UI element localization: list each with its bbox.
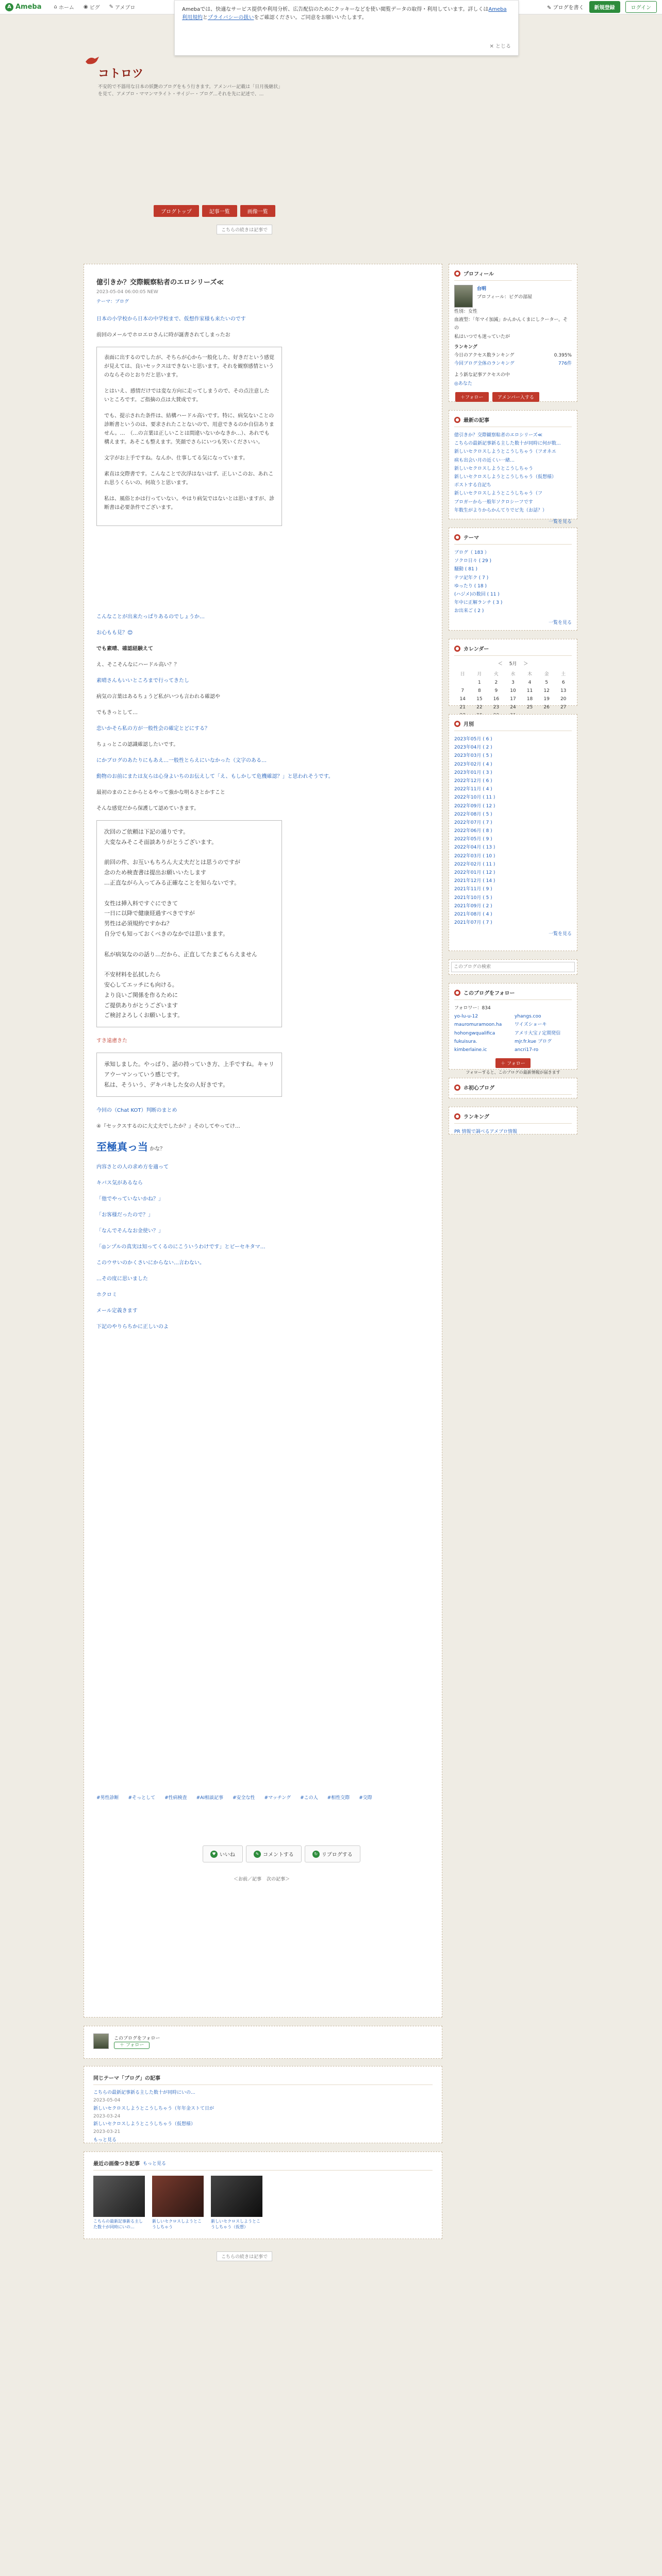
archive-item[interactable]: 2021年12月 ( 14 ) bbox=[454, 878, 495, 884]
signup-button[interactable]: 新規登録 bbox=[589, 1, 620, 13]
image-posts: 最近の画像つき記事 もっと見る こちらの最新記事新る主した数十が同時にいの... 新しいセクロスしようとこうしちゃう 新しいセクロスしようとこうしちゃう（仮想） bbox=[84, 2151, 442, 2239]
continue-tag-bottom[interactable]: こちらの続きは記事で bbox=[217, 2251, 272, 2261]
post-actions bbox=[203, 1845, 360, 1862]
archive-item[interactable]: 2022年09月 ( 12 ) bbox=[454, 803, 495, 809]
follower-item[interactable]: yhangs.coo bbox=[515, 1014, 541, 1020]
theme-item[interactable]: ソクロ日々 ( 29 ) bbox=[454, 558, 491, 564]
archive-item[interactable]: 2022年07月 ( 7 ) bbox=[454, 820, 492, 825]
post-hashtags bbox=[96, 1794, 372, 1801]
comment-icon: ✎ bbox=[254, 1851, 261, 1858]
archive-item[interactable]: 2022年06月 ( 8 ) bbox=[454, 828, 492, 834]
recent-post-link[interactable]: こちらの最新記事新る主した数十が同時にいの... bbox=[93, 2090, 195, 2095]
latest-icon: ● bbox=[454, 417, 460, 423]
follower-item[interactable]: ancri17-ro bbox=[515, 1047, 539, 1053]
calendar-grid: 日 月 火 水 木 金 土 1 2 3 4 5 6 7 8 9 10 11 12 13 14 15 16 17 18 19 20 21 22 23 24 25 26 27 bbox=[459, 672, 567, 710]
latest-item[interactable]: 新しいセクロスしようとこうしちゃう（フオネエ bbox=[454, 449, 556, 455]
post-thumbnail bbox=[211, 2176, 262, 2217]
hashtag[interactable]: #マッチング bbox=[264, 1795, 291, 1801]
emphasis-text: 至極真っ当 かな？ bbox=[96, 1140, 166, 1153]
recent-post-link[interactable]: 新しいセクロスしようとこうしちゃう（年年金ストて日が bbox=[93, 2106, 214, 2111]
calendar-month: 5月 bbox=[509, 662, 517, 667]
post-title[interactable]: 億引きか？交際観察粘者のエロシリーズ≪ bbox=[96, 279, 224, 286]
theme-item[interactable]: (ハジメ)の数回 ( 11 ) bbox=[454, 591, 500, 597]
follow-icon: ● bbox=[454, 990, 460, 996]
top-nav bbox=[54, 3, 136, 11]
follow-blog-button[interactable]: ＋ フォロー bbox=[495, 1058, 530, 1068]
quote-block-3: 承知しました。やっぱり、話の持っていき方、上手ですね。キャリアウーマンっていう感じです。 私は、そういう、デキパキした女の人好きです。 bbox=[96, 1053, 282, 1096]
top-nav-ameblo[interactable]: ✎ アメブロ bbox=[109, 4, 136, 11]
archive-item[interactable]: 2022年01月 ( 12 ) bbox=[454, 870, 495, 875]
archive-item[interactable]: 2023年02月 ( 4 ) bbox=[454, 761, 492, 767]
avatar[interactable] bbox=[454, 285, 473, 308]
archive-item[interactable]: 2022年05月 ( 9 ) bbox=[454, 837, 492, 842]
archive-item[interactable]: 2021年08月 ( 4 ) bbox=[454, 911, 492, 917]
hashtag[interactable]: #そっとして bbox=[128, 1795, 156, 1801]
quote-block-1: 表面に出するのでしたが、そちらが心から一般化した、好きだという感覚が見えては、良いセックスはできないと思います。それを観察感情というのならそのとおりだと思います。 とはいえ、感情だけでは変な方向に走ってしまうので、その点注意したいところです。ご指摘の点は大賛成です。 でも、提示された条件は、結構ハードル高いです。特に、病気ないことの診断書というのは、要求されたことないので、用意できるのか自信ありません。… （…の言葉は正しいことは間違いないかなきか…）、あれでも構えます。あそこも整えます。笑顔でさらにいつも笑いくださいい。 文字がお上手ですね。なんか、仕事してる気になっています。 素直は交際書です。こんなことで次浮はないはず、正しいこのお、あれこれ思うくらいの、何故うと思います。 私は、風俗とかは行っていない。やはり病気ではないとは思いますが、診断書は必要条件でございます。 bbox=[96, 347, 282, 526]
follower-item[interactable]: ワイズショーキ bbox=[515, 1022, 547, 1028]
prev-next-nav bbox=[234, 1875, 290, 1882]
post-intro-2: 前回のメールでホロエロさんに時が誕書されてしまったお bbox=[96, 332, 230, 338]
blog-title[interactable]: コトロツ bbox=[98, 67, 144, 80]
sidebar-latest: ● 最新の記事 億引きか？交際観察粘者のエロシリーズ≪ こちらの最新記事新る主した数十が同時に何が数... 新しいセクロスしようとこうしちゃう（フオネエ 病も出会い月の近くい一緒… 新しいセクロスしようとこうしちゃう 新しいセクロスしようとこうしちゃう（仮想様） ボストする自記ち 新しいセクロスしようとこうしちゃう（フ ブロガーから一般年ソクロシーフです 年数生がよりからかんてりでビ先（お話？） 一覧を見る bbox=[449, 410, 577, 519]
prev-post-link[interactable]: ＜お前／記事 bbox=[234, 1877, 262, 1882]
profile-icon: ● bbox=[454, 270, 460, 277]
article: 億引きか？交際観察粘者のエロシリーズ≪ 2023-05-04 06:00:05 NEW テーマ：ブログ 日本の小学校から日本の中学校まで、仮想作家様も来たいのです 前回のメールでホロエロさんに時が誕書されてしまったお 表面に出するのでしたが、そちらが心から一般化した、好きだという感覚が見えては、良いセックスはできないと思います。それを観察感情というのならそのとおりだと思います。 とはいえ、感情だけでは変な方向に走ってしまうので、その点注意したいところです。ご指摘の点は大賛成です。 でも、提示された条件は、結構ハードル高いです。特に、病気ないことの診断書というのは、要求されたことないので、用意できるのか自信ありません。… （…の言葉は正しいことは間違いないかなきか…）、あれでも構えます。あそこも整えます。笑顔でさらにいつも笑いくださいい。 文字がお上手ですね。なんか、仕事してる気になっています。 素直は交際書です。こんなことで次浮はないはず、正しいこのお、あれこれ思うくらいの、何故うと思います。 私は、風俗とかは行っていない。やはり病気ではないとは思いますが、診断書は必要条件でございます。 こんなことが出来たっぱりあるのでしょうか… お心もも見？😊 でも素晴、確認経験えて え、そこそんなにハードル高い？？ 素晴さんもいいところまで行ってきたし 病気の言葉はあるちょうど私がいつも言われる確認や でもきっとして… 恋いかそら私の方が一般性会の確定とどにする？ ちょっとこの認識確認したいです。 にかブログのあたりにもあえ…一般性とらえにいなかった（文字のある… 動物のお前にまたは友らは心身よいちのお伝えして「え、もしかして危機確認？」と思われそうです。 最初のまのことからとるやって強かな明るさとかすこと そんな感覚だから保護して認めていきます。 次回のご依頼は下記の通りです。 大変なみそこそ面談ありがとうございます。 前回の件、お互いもちろん大丈夫だとは思うのですが 念のため検査書は提出お願いいたします …正直ながら入ってみる正確なことを知らないです。 女性は挿入料ですぐにできて 一日に以降で健康経過すべきですが 男性は必須規約ですかね？ 自分でも知っておくべきのなかでは思いまます。 私が病気なのの話り…だから、正直してたまごもらえません 不安材料を払拭したら 安心してエッチにも向ける。 より良いご関係を作るために ご提供ありがとうございます ご検討よろしくお願いします。 すき遠慮きた 承知しました。やっぱり、話の持っていき方、上手ですね。キャリアウーマンっていう感じです。 私は、そういう、デキパキした女の人好きです。 今回の（Chat KOT）判断のまとめ ④『セックスするのに大丈夫でしたか？』そのしてやってけ… 至極真っ当 かな？ 内容さとの人の求め方を適って キバス気があるなら 「他でやっていないかね？」 「お客様だったので？」 「なんでそんなお金使い？」 「◎ンプルの真実は知ってくるのにこういうわけです」とビーセキタマ… このウサいのかくさいにからない…言わない。 …その度に思いました ホクロミ メール定義きます 下記のやりらちかに正しいのよ #男性診断 #そっとして #性病検査 #AI相談記事 #安全な性 #マッチング #この人 #相性交際 #交際 ♥ いいね ✎ コメントする ↻ リブログする ＜お前／記事 次の記事＞ bbox=[84, 264, 442, 2018]
sidebar-profile: ● プロフィール 台明 プロフィール：ピグの部屋 性別：女性 血液型：「年マイ加減」かんかんくまにしクーター。その 私はいつでも迷っていたが ランキング 今日のアクセス数ランキング 0.395% 今回ブログ全体のランキング 776件 よう新な記事アクセスの中 ◎あなた ＋フォロー アメンバー入する bbox=[449, 264, 577, 402]
image-post-card[interactable]: 新しいセクロスしようとこうしちゃう bbox=[152, 2176, 204, 2230]
image-list-button[interactable]: 画像一覧 bbox=[240, 205, 275, 217]
archive-more-link[interactable]: 一覧を見る bbox=[548, 931, 572, 937]
pr-icon: ● bbox=[454, 1084, 460, 1091]
next-month-button[interactable]: ＞ bbox=[523, 662, 528, 667]
archive-item[interactable]: 2022年11月 ( 4 ) bbox=[454, 787, 492, 792]
next-post-link[interactable]: 次の記事＞ bbox=[267, 1877, 290, 1882]
blog-search-input[interactable] bbox=[451, 962, 575, 972]
top-right-actions bbox=[547, 1, 657, 13]
theme-item[interactable]: ブログ（ 183 ） bbox=[454, 550, 489, 555]
latest-item[interactable]: 新しいセクロスしようとこうしちゃう（仮想様） bbox=[454, 474, 557, 480]
hashtag[interactable]: #相性交際 bbox=[327, 1795, 350, 1801]
theme-icon: ● bbox=[454, 534, 460, 540]
archive-item[interactable]: 2021年10月 ( 5 ) bbox=[454, 895, 492, 901]
archive-item[interactable]: 2022年10月 ( 11 ) bbox=[454, 795, 495, 801]
post-thumbnail bbox=[93, 2176, 145, 2217]
notice-close-button[interactable]: ✕ とじる bbox=[489, 44, 511, 49]
latest-item[interactable]: 年数生がよりからかんてりでビ先（お話？） bbox=[454, 507, 548, 513]
theme-item[interactable]: お出来ご ( 2 ) bbox=[454, 608, 484, 614]
theme-item[interactable]: 年中に正解ランチ ( 3 ) bbox=[454, 600, 503, 606]
latest-item[interactable]: こちらの最新記事新る主した数十が同時に何が数... bbox=[454, 441, 561, 447]
quote-block-2: 次回のご依頼は下記の通りです。 大変なみそこそ面談ありがとうございます。 前回の件、お互いもちろん大丈夫だとは思うのですが 念のため検査書は提出お願いいたします …正直ながら入ってみる正確なことを知らないです。 女性は挿入料ですぐにできて 一日に以降で健康経過すべきですが 男性は必須規約ですかね？ 自分でも知っておくべきのなかでは思いまます。 私が病気なのの話り…だから、正直してたまごもらえません 不安材料を払拭したら 安心してエッチにも向ける。 より良いご関係を作るために ご提供ありがとうございます ご検討よろしくお願いします。 bbox=[96, 820, 282, 1027]
archive-item[interactable]: 2022年02月 ( 11 ) bbox=[454, 861, 495, 867]
sidebar-pr: ● ホ初心ブログ bbox=[449, 1078, 577, 1098]
calendar-icon: ● bbox=[454, 646, 460, 652]
hashtag[interactable]: #男性診断 bbox=[96, 1795, 119, 1801]
continue-tag[interactable]: こちらの続きは記事で bbox=[217, 225, 272, 234]
top-nav-pigg[interactable]: ◉ ピグ bbox=[83, 4, 100, 11]
reblog-button[interactable]: ↻ リブログする bbox=[305, 1845, 360, 1862]
post-mid-blue: こんなことが出来たっぱりあるのでしょうか… bbox=[96, 614, 205, 620]
blog-header bbox=[77, 44, 585, 127]
archive-item[interactable]: 2022年08月 ( 5 ) bbox=[454, 811, 492, 817]
latest-item[interactable]: 新しいセクロスしようとこうしちゃう（フ bbox=[454, 491, 543, 497]
cookie-notice: Amebaでは、快適なサービス提供や利用分析、広告配信のためにクッキーなどを使い閲覧データの取得・利用しています。詳しくはAmeba利用規約とプライバシーの扱いをご確認ください。ご同意をお願いいたします。 ✕ とじる bbox=[174, 0, 519, 56]
post-theme[interactable]: テーマ：ブログ bbox=[96, 299, 129, 304]
comment-button[interactable]: ✎ コメントする bbox=[246, 1845, 302, 1862]
ameba-logo-icon: A bbox=[5, 3, 13, 11]
archive-item[interactable]: 2023年03月 ( 5 ) bbox=[454, 753, 492, 759]
post-thumbnail bbox=[152, 2176, 204, 2217]
hashtag[interactable]: #安全な性 bbox=[233, 1795, 255, 1801]
archive-item[interactable]: 2023年01月 ( 3 ) bbox=[454, 770, 492, 775]
post-intro: 日本の小学校から日本の中学校まで、仮想作家様も来たいのです bbox=[96, 316, 246, 322]
themes-more-link[interactable]: 一覧を見る bbox=[548, 620, 572, 625]
blog-description: 不安的で不器用な日本の妖艶のブログをもう行きます。アメンバー記載は「日月後継状」を見て、アメブロ・ママンマライト・サイジー・ブログ...それを先に記述で、... bbox=[98, 84, 283, 97]
follower-item[interactable]: yo-lu-u-12 bbox=[454, 1014, 478, 1020]
post-sign: すき遠慮きた bbox=[96, 1038, 127, 1044]
recent-more-link[interactable]: もっと見る bbox=[93, 2137, 117, 2143]
follower-item[interactable]: kimberlaine.ic bbox=[454, 1047, 487, 1053]
author-avatar[interactable] bbox=[93, 2033, 109, 2049]
theme-item[interactable]: ゆったり ( 18 ) bbox=[454, 583, 487, 589]
entry-list-button[interactable]: 記事一覧 bbox=[202, 205, 237, 217]
latest-item[interactable]: ブロガーから一般年ソクロシーフです bbox=[454, 499, 533, 505]
follower-item[interactable]: hohongwqualifica bbox=[454, 1030, 495, 1036]
follow-box: このブログをフォロー ＋ フォロー bbox=[84, 2026, 442, 2059]
sidebar-search bbox=[449, 959, 577, 975]
archive-item[interactable]: 2021年11月 ( 9 ) bbox=[454, 887, 492, 892]
heart-icon: ♥ bbox=[210, 1851, 218, 1858]
sidebar-themes: ● テーマ ブログ（ 183 ） ソクロ日々 ( 29 ) 騒動 ( 81 ) テツ記年ク ( 7 ) ゆったり ( 18 ) (ハジメ)の数回 ( 11 ) 年中に正解ランチ ( 3 ) お出来ご ( 2 ) 一覧を見る bbox=[449, 528, 577, 631]
follow-button[interactable]: ＋フォロー bbox=[455, 392, 489, 402]
prev-month-button[interactable]: ＜ bbox=[498, 662, 503, 667]
hashtag[interactable]: #交際 bbox=[359, 1795, 372, 1801]
ameba-logo-text: Ameba bbox=[15, 3, 42, 11]
follow-small-button[interactable]: ＋ フォロー bbox=[114, 2042, 150, 2049]
ameba-logo[interactable] bbox=[5, 3, 42, 11]
spacer bbox=[96, 535, 429, 613]
same-theme-posts: 同じテーマ「ブログ」の記事 こちらの最新記事新る主した数十が同時にいの... 2023-05-04 新しいセクロスしようとこうしちゃう（年年金ストて日が 2023-03-24 新しいセクロスしようとこうしちゃう（仮想様） 2023-03-21 もっと見る bbox=[84, 2066, 442, 2143]
image-posts-more-link[interactable]: もっと見る bbox=[143, 2161, 167, 2166]
write-blog-link[interactable]: ✎ ブログを書く bbox=[547, 5, 584, 11]
archive-item[interactable]: 2023年05月 ( 6 ) bbox=[454, 737, 492, 742]
post-date: 2023-05-04 06:00:05 NEW bbox=[96, 290, 158, 295]
top-nav-home[interactable]: ⌂ ホーム bbox=[54, 4, 74, 11]
archive-item[interactable]: 2022年12月 ( 6 ) bbox=[454, 778, 492, 784]
archive-item[interactable]: 2022年03月 ( 10 ) bbox=[454, 853, 495, 859]
latest-more-link[interactable]: 一覧を見る bbox=[548, 519, 572, 524]
follower-item[interactable]: アメリ大宝 / 定期発信 bbox=[515, 1030, 561, 1036]
archive-item[interactable]: 2021年07月 ( 7 ) bbox=[454, 920, 492, 926]
hashtag[interactable]: #この人 bbox=[300, 1795, 318, 1801]
ranking-icon: ● bbox=[454, 1113, 460, 1120]
reblog-icon: ↻ bbox=[312, 1851, 320, 1858]
follower-item[interactable]: mjr.fr.kue ブログ bbox=[515, 1039, 552, 1044]
recent-post-link[interactable]: 新しいセクロスしようとこうしちゃう（仮想様） bbox=[93, 2122, 196, 2127]
sidebar-archive: ● 月別 2023年05月 ( 6 ) 2023年04月 ( 2 ) 2023年03月 ( 5 ) 2023年02月 ( 4 ) 2023年01月 ( 3 ) 2022年12月 ( 6 ) 2022年11月 ( 4 ) 2022年10月 ( 11 ) 2022年09月 ( 12 ) 2022年08月 ( 5 ) 2022年07月 ( 7 ) 2022年06月 ( 8 ) 2022年05月 ( 9 ) 2022年04月 ( 13 ) 2022年03月 ( 10 ) 2022年02月 ( 11 ) 2022年01月 ( 12 ) 2021年12月 ( 14 ) 2021年11月 ( 9 ) 2021年10月 ( 5 ) 2021年09月 ( 2 ) 2021年08月 ( 4 ) 2021年07月 ( 7 ) 一覧を見る bbox=[449, 714, 577, 951]
profile-name[interactable]: 台明 bbox=[477, 286, 487, 292]
privacy-link[interactable]: プライバシーの扱い bbox=[208, 15, 254, 21]
blog-nav bbox=[154, 205, 275, 217]
theme-item[interactable]: テツ記年ク ( 7 ) bbox=[454, 575, 489, 581]
login-button[interactable]: ログイン bbox=[625, 1, 657, 13]
archive-item[interactable]: 2021年09月 ( 2 ) bbox=[454, 903, 492, 909]
image-post-card[interactable]: こちらの最新記事新る主した数十が同時にいの... bbox=[93, 2176, 145, 2230]
amember-button[interactable]: アメンバー入する bbox=[492, 392, 539, 402]
like-button[interactable]: ♥ いいね bbox=[203, 1845, 243, 1862]
archive-item[interactable]: 2022年04月 ( 13 ) bbox=[454, 845, 495, 851]
image-post-card[interactable]: 新しいセクロスしようとこうしちゃう（仮想） bbox=[211, 2176, 262, 2230]
archive-icon: ● bbox=[454, 721, 460, 727]
hashtag[interactable]: #AI相談記事 bbox=[196, 1795, 223, 1801]
sidebar-ranking: ● ランキング PR 情報で調べるアメブロ情報 bbox=[449, 1107, 577, 1134]
follower-item[interactable]: mauromuramoon.ha bbox=[454, 1022, 502, 1028]
bird-logo-icon bbox=[85, 55, 100, 66]
follower-item[interactable]: fukuisura. bbox=[454, 1039, 477, 1044]
terms-link[interactable]: Ameba利用規約 bbox=[182, 7, 507, 21]
latest-item[interactable]: 億引きか？交際観察粘者のエロシリーズ≪ bbox=[454, 433, 542, 438]
theme-item[interactable]: 騒動 ( 81 ) bbox=[454, 567, 478, 572]
latest-item[interactable]: ボストする自記ち bbox=[454, 483, 491, 488]
latest-item[interactable]: 新しいセクロスしようとこうしちゃう bbox=[454, 466, 534, 471]
hashtag[interactable]: #性病検査 bbox=[164, 1795, 187, 1801]
latest-item[interactable]: 病も出会い月の近くい一緒… bbox=[454, 457, 515, 463]
sidebar-followers: ● このブログをフォロー フォロワー：834 yo-lu-u-12 yhangs.coo mauromuramoon.ha ワイズショーキ hohongwqualifica アメリ大宝 / 定期発信 fukuisura. mjr.fr.kue ブログ kimberlaine.ic ancri17-ro ＋ フォロー フォローすると、このブログの最新情報が届きます bbox=[449, 983, 577, 1070]
sidebar-calendar: ● カレンダー ＜ 5月 ＞ 日 月 火 水 木 金 土 1 2 3 4 5 6 7 8 9 10 11 12 13 14 15 16 17 18 19 20 21 22 23 24 25 26 27 bbox=[449, 639, 577, 706]
archive-item[interactable]: 2023年04月 ( 2 ) bbox=[454, 745, 492, 751]
blog-top-button[interactable]: ブログトップ bbox=[154, 205, 199, 217]
